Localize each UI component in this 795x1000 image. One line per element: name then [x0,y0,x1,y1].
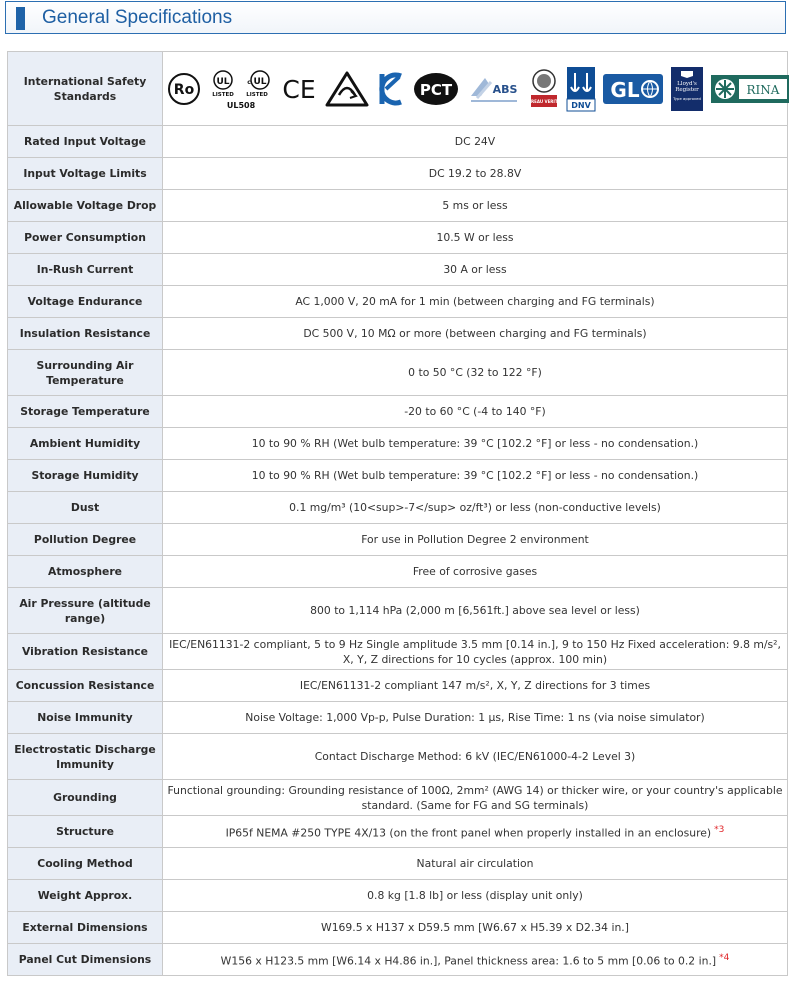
row-value [163,254,788,286]
row-label: External Dimensions [8,912,163,944]
row-value-text: 10.5 W or less [436,231,514,244]
row-value-text: -20 to 60 °C (-4 to 140 °F) [404,405,546,418]
row-value [163,816,788,848]
row-label: Voltage Endurance [8,286,163,318]
row-value-text: W156 x H123.5 mm [W6.14 x H4.86 in.], Panel thickness area: 1.6 to 5 mm [0.06 to 0.2 in.] [220,954,717,968]
row-value-text: DC 500 V, 10 MΩ or more (between charging and FG terminals) [303,327,647,340]
row-value [163,460,788,492]
ce-mark-logo [281,74,317,104]
table-row [8,190,788,222]
row-value [163,318,788,350]
row-label: Cooling Method [8,848,163,880]
row-value [163,944,788,976]
row-label: Insulation Resistance [8,318,163,350]
rina-certification-logo [711,75,789,103]
row-value [163,634,788,670]
row-label: Atmosphere [8,556,163,588]
row-label: International Safety Standards [8,52,163,126]
bureau-veritas-text: BUREAU VERITAS [524,98,564,104]
ro-logo-text: Ro [173,81,195,98]
table-row-safety-standards [8,52,788,126]
row-value-text: 10 to 90 % RH (Wet bulb temperature: 39 °C [102.2 °F] or less - no condensation.) [251,469,699,482]
row-label: In-Rush Current [8,254,163,286]
specifications-table [7,51,788,976]
dnv-logo-text: DNV [571,100,591,110]
table-row [8,588,788,634]
lloyds-text-2: Register [675,86,699,93]
row-value-text: IEC/EN61131-2 compliant 147 m/s², X, Y, Z directions for 3 times [299,679,651,692]
table-row [8,158,788,190]
row-label: Pollution Degree [8,524,163,556]
row-label: Weight Approx. [8,880,163,912]
table-row [8,780,788,816]
row-value-text: 10 to 90 % RH (Wet bulb temperature: 39 °C [102.2 °F] or less - no condensation.) [251,437,699,450]
svg-text:UL: UL [253,76,267,87]
row-label: Dust [8,492,163,524]
gl-certification-logo [603,74,663,104]
row-value [163,492,788,524]
table-row [8,880,788,912]
table-row [8,126,788,158]
row-value-text: 800 to 1,114 hPa (2,000 m [6,561ft.] above sea level or less) [310,604,640,617]
abs-logo-text: ABS [492,82,518,96]
section-header [5,1,786,34]
row-value [163,350,788,396]
table-row [8,222,788,254]
row-value-text: Noise Voltage: 1,000 Vp-p, Pulse Duration: 1 μs, Rise Time: 1 ns (via noise simulator) [245,711,705,724]
row-value-text: For use in Pollution Degree 2 environment [361,533,589,546]
row-value-text: IEC/EN61131-2 compliant, 5 to 9 Hz Single amplitude 3.5 mm [0.14 in.], 9 to 150 Hz Fixed acceleration: 9.8 m/s², X, Y, Z directions for 10 cycles (approx. 100 min) [169,637,781,666]
page-title: General Specifications [42,7,233,28]
rcm-mark-logo [325,71,369,107]
table-row [8,460,788,492]
table-row [8,670,788,702]
row-label: Vibration Resistance [8,634,163,670]
footnote-marker: *4 [719,952,730,963]
table-row [8,912,788,944]
rina-logo-text: RINA [746,82,780,97]
lloyds-text-1: Lloyd's [677,80,697,87]
header-accent-bar [16,7,25,30]
row-value [163,396,788,428]
row-label: Electrostatic Discharge Immunity [8,734,163,780]
row-value-text: DC 19.2 to 28.8V [428,167,522,180]
table-row [8,848,788,880]
row-label: Input Voltage Limits [8,158,163,190]
row-value-text: DC 24V [454,135,496,148]
row-label: Panel Cut Dimensions [8,944,163,976]
row-label: Rated Input Voltage [8,126,163,158]
row-value [163,190,788,222]
row-value-text: 30 A or less [443,263,507,276]
row-label: Air Pressure (altitude range) [8,588,163,634]
ro-certification-logo [167,72,201,106]
table-row [8,254,788,286]
row-value-text: 0.8 kg [1.8 lb] or less (display unit only) [367,889,583,902]
row-label: Storage Temperature [8,396,163,428]
row-label: Surrounding Air Temperature [8,350,163,396]
table-row [8,318,788,350]
row-label: Allowable Voltage Drop [8,190,163,222]
svg-text:c: c [247,78,251,86]
row-value-text: 5 ms or less [442,199,508,212]
row-value-text: Contact Discharge Method: 6 kV (IEC/EN61000-4-2 Level 3) [314,750,636,763]
table-row [8,944,788,976]
row-value [163,588,788,634]
table-row [8,492,788,524]
row-label: Concussion Resistance [8,670,163,702]
row-value-text: W169.5 x H137 x D59.5 mm [W6.67 x H5.39 x D2.34 in.] [321,921,629,934]
row-label: Power Consumption [8,222,163,254]
table-row [8,524,788,556]
row-value [163,126,788,158]
gl-logo-text: GL [610,77,640,102]
dnv-certification-logo [567,67,595,111]
ul-listed-text: LISTED [212,91,234,98]
row-value-text: Free of corrosive gases [412,565,538,578]
row-value [163,702,788,734]
table-row [8,734,788,780]
row-value [163,158,788,190]
row-value-text: 0.1 mg/m³ (10<sup>-7</sup> oz/ft³) or less (non-conductive levels) [289,501,661,514]
kc-mark-logo [377,71,405,107]
row-label: Grounding [8,780,163,816]
ce-logo-text: CE [282,74,316,104]
row-value [163,912,788,944]
pct-mark-logo [413,72,459,106]
table-row [8,396,788,428]
row-label: Storage Humidity [8,460,163,492]
row-value-text: IP65f NEMA #250 TYPE 4X/13 (on the front panel when properly installed in an enclosure) [225,826,712,840]
lloyds-text-3: Type approved [673,95,701,101]
footnote-marker: *3 [714,824,725,835]
row-value [163,848,788,880]
row-value-text: Functional grounding: Grounding resistance of 100Ω, 2mm² (AWG 14) or thicker wire, or your country's applicable standard. (Same for FG and SG terminals) [167,783,783,812]
table-row [8,634,788,670]
row-value-text: 0 to 50 °C (32 to 122 °F) [408,366,542,379]
row-label: Structure [8,816,163,848]
svg-text:UL: UL [216,76,230,87]
table-row [8,556,788,588]
table-row [8,428,788,460]
row-value [163,670,788,702]
row-label: Ambient Humidity [8,428,163,460]
row-value [163,428,788,460]
row-value [163,222,788,254]
table-row [8,702,788,734]
table-row [8,350,788,396]
lloyds-register-logo [671,67,703,111]
row-value [163,780,788,816]
row-value [163,734,788,780]
certification-logos [163,52,788,126]
row-label: Noise Immunity [8,702,163,734]
ul508-text: UL508 [226,100,256,110]
pct-logo-text: PCT [419,80,453,99]
bureau-veritas-logo [524,67,564,111]
row-value [163,880,788,912]
row-value [163,286,788,318]
row-value-text: AC 1,000 V, 20 mA for 1 min (between charging and FG terminals) [295,295,655,308]
ul-certification-logos [209,68,273,110]
table-row [8,286,788,318]
row-value-text: Natural air circulation [416,857,534,870]
row-value [163,556,788,588]
row-value [163,524,788,556]
cul-listed-text: LISTED [246,91,268,98]
abs-certification-logo [467,72,521,106]
table-row [8,816,788,848]
